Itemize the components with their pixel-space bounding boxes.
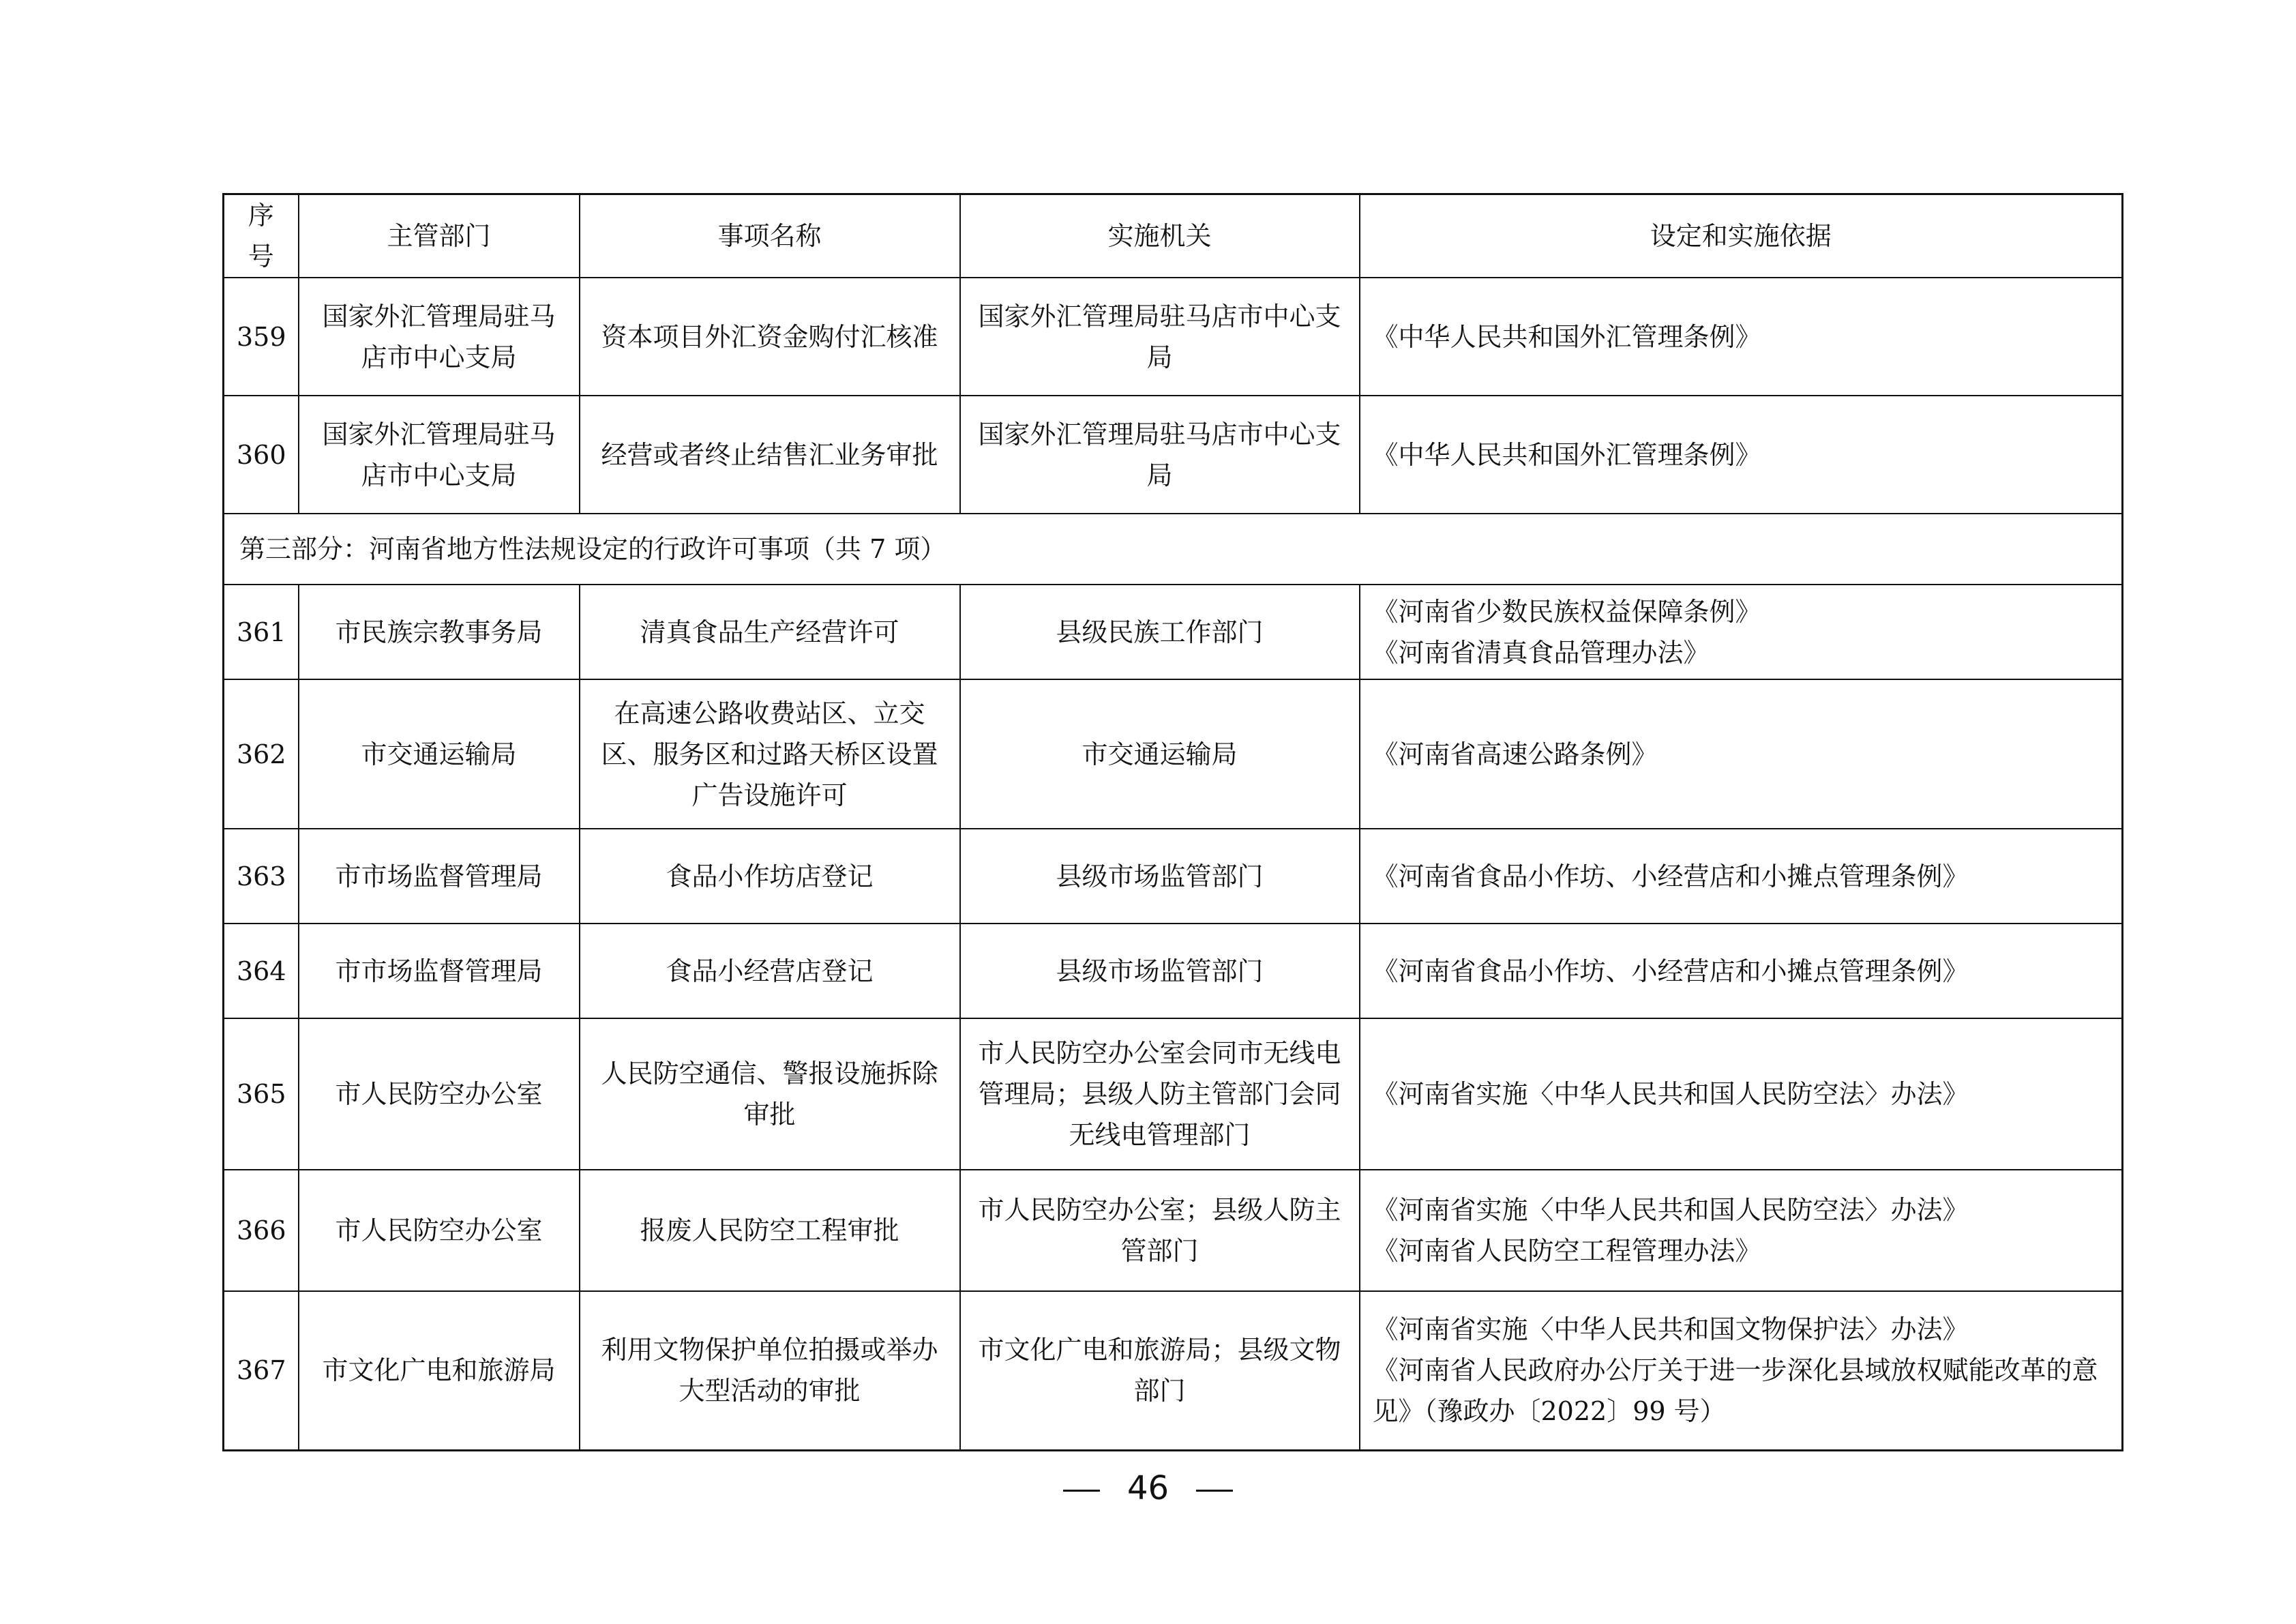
row-department: 市人民防空办公室 — [299, 1170, 580, 1291]
permit-items-table — [222, 193, 2123, 1451]
row-agency: 县级民族工作部门 — [960, 585, 1360, 679]
row-department: 市交通运输局 — [299, 679, 580, 829]
row-serial-number: 367 — [224, 1291, 299, 1450]
row-item-name: 食品小经营店登记 — [580, 924, 960, 1018]
row-serial-number: 359 — [224, 278, 299, 396]
legal-basis-line: 《河南省人民政府办公厅关于进一步深化县域放权赋能改革的意见》（豫政办〔2022〕99 号） — [1372, 1355, 2098, 1427]
row-item-name: 清真食品生产经营许可 — [580, 585, 960, 679]
row-legal-basis — [1360, 585, 2123, 679]
row-legal-basis — [1360, 924, 2123, 1018]
header-legal-basis: 设定和实施依据 — [1360, 194, 2123, 278]
table-row — [224, 924, 2123, 1018]
legal-basis-line: 《中华人民共和国外汇管理条例》 — [1372, 321, 1761, 352]
row-department: 市人民防空办公室 — [299, 1018, 580, 1170]
row-item-name: 资本项目外汇资金购付汇核准 — [580, 278, 960, 396]
legal-basis-line: 《中华人民共和国外汇管理条例》 — [1372, 439, 1761, 470]
row-item-name: 在高速公路收费站区、立交区、服务区和过路天桥区设置广告设施许可 — [580, 679, 960, 829]
row-legal-basis — [1360, 829, 2123, 924]
table-row — [224, 1291, 2123, 1450]
row-agency: 市交通运输局 — [960, 679, 1360, 829]
row-department: 国家外汇管理局驻马店市中心支局 — [299, 278, 580, 396]
legal-basis-line: 《河南省少数民族权益保障条例》 — [1372, 596, 1761, 627]
row-item-name: 报废人民防空工程审批 — [580, 1170, 960, 1291]
header-row — [224, 194, 2123, 278]
row-serial-number: 364 — [224, 924, 299, 1018]
left-dash — [1063, 1490, 1100, 1492]
header-competent-department: 主管部门 — [299, 194, 580, 278]
row-legal-basis — [1360, 1291, 2123, 1450]
table-row — [224, 585, 2123, 679]
row-item-name: 人民防空通信、警报设施拆除审批 — [580, 1018, 960, 1170]
row-agency: 市文化广电和旅游局；县级文物部门 — [960, 1291, 1360, 1450]
row-legal-basis — [1360, 1170, 2123, 1291]
page-number: 46 — [1127, 1469, 1169, 1507]
row-department: 市市场监督管理局 — [299, 924, 580, 1018]
row-serial-number: 360 — [224, 396, 299, 514]
legal-basis-line: 《河南省实施〈中华人民共和国文物保护法〉办法》 — [1372, 1314, 1969, 1345]
header-implementing-agency: 实施机关 — [960, 194, 1360, 278]
row-serial-number: 366 — [224, 1170, 299, 1291]
row-serial-number: 365 — [224, 1018, 299, 1170]
row-legal-basis — [1360, 679, 2123, 829]
legal-basis-line: 《河南省食品小作坊、小经营店和小摊点管理条例》 — [1372, 861, 1969, 891]
row-agency: 市人民防空办公室；县级人防主管部门 — [960, 1170, 1360, 1291]
row-serial-number: 362 — [224, 679, 299, 829]
row-agency: 县级市场监管部门 — [960, 829, 1360, 924]
legal-basis-line: 《河南省实施〈中华人民共和国人民防空法〉办法》 — [1372, 1195, 1969, 1225]
header-serial-number: 序号 — [224, 194, 299, 278]
row-agency: 市人民防空办公室会同市无线电管理局；县级人防主管部门会同无线电管理部门 — [960, 1018, 1360, 1170]
legal-basis-line: 《河南省人民防空工程管理办法》 — [1372, 1236, 1761, 1266]
row-department: 国家外汇管理局驻马店市中心支局 — [299, 396, 580, 514]
row-legal-basis — [1360, 278, 2123, 396]
table-row — [224, 396, 2123, 514]
header-item-name: 事项名称 — [580, 194, 960, 278]
row-legal-basis — [1360, 1018, 2123, 1170]
row-agency: 国家外汇管理局驻马店市中心支局 — [960, 396, 1360, 514]
table-row — [224, 1018, 2123, 1170]
row-item-name: 食品小作坊店登记 — [580, 829, 960, 924]
row-department: 市市场监督管理局 — [299, 829, 580, 924]
page-footer — [0, 1468, 2296, 1509]
legal-basis-line: 《河南省高速公路条例》 — [1372, 739, 1658, 769]
row-department: 市文化广电和旅游局 — [299, 1291, 580, 1450]
section-title: 第三部分：河南省地方性法规设定的行政许可事项（共 7 项） — [224, 514, 2123, 585]
legal-basis-line: 《河南省清真食品管理办法》 — [1372, 637, 1710, 668]
table-row — [224, 829, 2123, 924]
right-dash — [1196, 1490, 1233, 1492]
row-agency: 县级市场监管部门 — [960, 924, 1360, 1018]
row-department: 市民族宗教事务局 — [299, 585, 580, 679]
row-item-name: 经营或者终止结售汇业务审批 — [580, 396, 960, 514]
row-serial-number: 361 — [224, 585, 299, 679]
row-legal-basis — [1360, 396, 2123, 514]
section-row — [224, 514, 2123, 585]
row-item-name: 利用文物保护单位拍摄或举办大型活动的审批 — [580, 1291, 960, 1450]
table-row — [224, 679, 2123, 829]
table-row — [224, 1170, 2123, 1291]
legal-basis-line: 《河南省食品小作坊、小经营店和小摊点管理条例》 — [1372, 956, 1969, 986]
legal-basis-line: 《河南省实施〈中华人民共和国人民防空法〉办法》 — [1372, 1079, 1969, 1109]
row-serial-number: 363 — [224, 829, 299, 924]
table-row — [224, 278, 2123, 396]
row-agency: 国家外汇管理局驻马店市中心支局 — [960, 278, 1360, 396]
